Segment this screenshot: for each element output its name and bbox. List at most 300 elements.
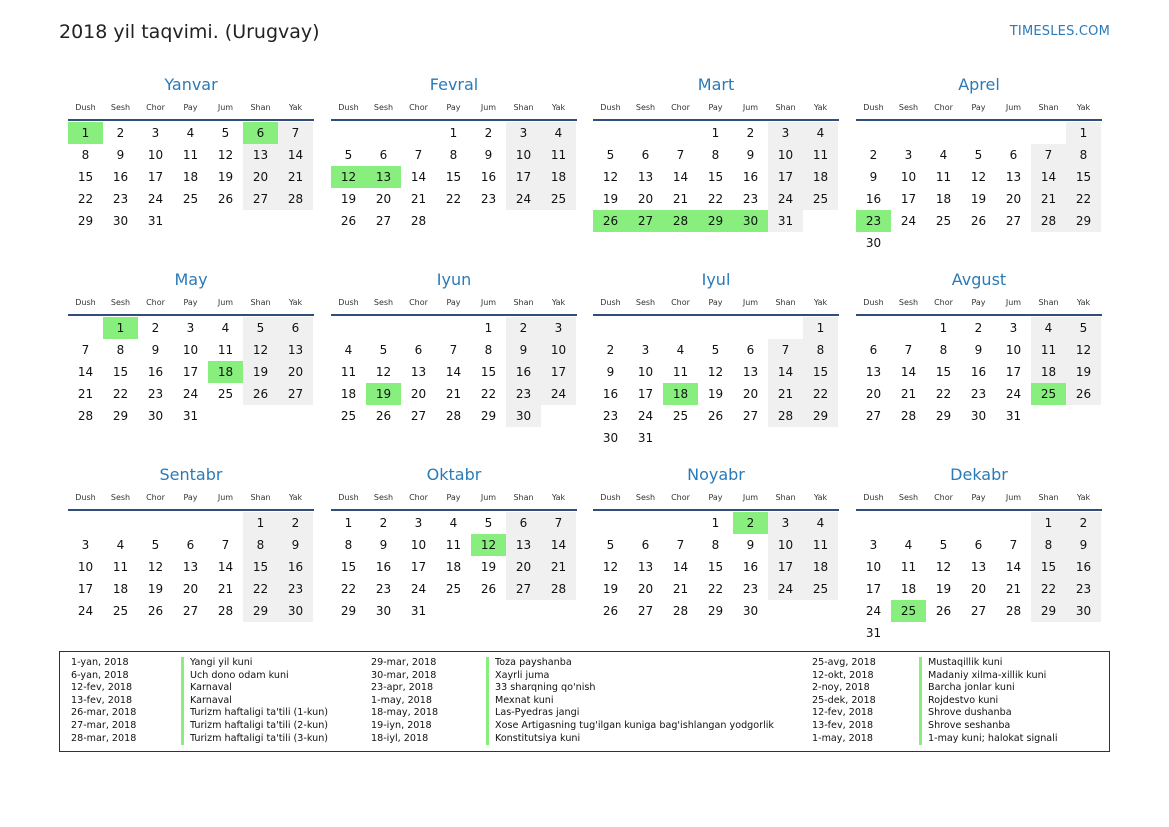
- holiday-date: 30-mar, 2018: [371, 669, 437, 681]
- empty-cell: [471, 600, 506, 622]
- month-noyabr: [593, 464, 839, 622]
- weekday-label: Dush: [863, 298, 884, 307]
- weekend-day: 13: [278, 339, 313, 361]
- weekday-label: Sesh: [898, 493, 919, 502]
- month-fevral: [331, 74, 577, 232]
- weekend-day: 10: [768, 144, 803, 166]
- day: 22: [935, 387, 952, 401]
- empty-cell: [436, 600, 471, 622]
- day: 18: [445, 560, 462, 574]
- empty-cell: [996, 512, 1031, 534]
- weekend-day: 7: [278, 122, 313, 144]
- day: 3: [81, 538, 90, 552]
- holiday-day: 19: [366, 383, 401, 405]
- day: 30: [375, 604, 392, 618]
- week-row: [593, 383, 839, 405]
- weekend-day: 29: [1066, 210, 1101, 232]
- empty-cell: [698, 317, 733, 339]
- holiday-day: 18: [208, 361, 243, 383]
- legend-item: [371, 682, 795, 695]
- day: 22: [707, 192, 724, 206]
- weekday-label: Dush: [338, 493, 359, 502]
- empty-cell: [628, 122, 663, 144]
- day: 10: [1005, 343, 1022, 357]
- empty-cell: [593, 317, 628, 339]
- holiday-name: 33 sharqning qo'nish: [486, 682, 795, 695]
- weekend-day: 29: [803, 405, 838, 427]
- empty-cell: [926, 622, 961, 644]
- day: 24: [637, 409, 654, 423]
- day: 26: [375, 409, 392, 423]
- empty-cell: [856, 317, 891, 339]
- week-row: [593, 578, 839, 600]
- empty-cell: [401, 122, 436, 144]
- weekday-label: Chor: [934, 493, 953, 502]
- day: 4: [449, 516, 458, 530]
- weekend-day: 1: [1066, 122, 1101, 144]
- weekday-label: Shan: [775, 103, 796, 112]
- day: 14: [410, 170, 427, 184]
- legend-column: [812, 657, 1113, 745]
- weekday-label: Pay: [971, 493, 986, 502]
- holiday-date: 1-may, 2018: [812, 732, 873, 744]
- month-dekabr: [856, 464, 1102, 644]
- day: 26: [707, 409, 724, 423]
- day: 3: [151, 126, 160, 140]
- day: 28: [900, 409, 917, 423]
- day: 6: [379, 148, 388, 162]
- day: 14: [1005, 560, 1022, 574]
- holiday-name: Karnaval: [181, 695, 370, 708]
- day: 13: [970, 560, 987, 574]
- weekend-day: 23: [278, 578, 313, 600]
- day: 5: [221, 126, 230, 140]
- week-row: [331, 512, 577, 534]
- empty-cell: [471, 210, 506, 232]
- month-name: Yanvar: [164, 75, 218, 94]
- weekday-header: [856, 99, 1102, 121]
- day: 12: [970, 170, 987, 184]
- weekend-day: 14: [768, 361, 803, 383]
- month-name: Dekabr: [950, 465, 1008, 484]
- weekday-label: Shan: [775, 298, 796, 307]
- weekend-day: 15: [1031, 556, 1066, 578]
- weekend-day: 25: [541, 188, 576, 210]
- day: 5: [711, 343, 720, 357]
- day: 11: [445, 538, 462, 552]
- holiday-day: 12: [331, 166, 366, 188]
- holiday-name: Turizm haftaligi ta'tili (3-kun): [181, 733, 370, 746]
- holiday-name: Shrove seshanba: [919, 720, 1113, 733]
- week-row: [593, 210, 839, 232]
- day: 1: [484, 321, 493, 335]
- holiday-day: 1: [68, 122, 103, 144]
- empty-cell: [401, 317, 436, 339]
- empty-cell: [663, 122, 698, 144]
- day: 29: [935, 409, 952, 423]
- day: 29: [340, 604, 357, 618]
- weekend-day: 18: [803, 556, 838, 578]
- day: 2: [746, 126, 755, 140]
- holiday-date: 26-mar, 2018: [71, 707, 137, 719]
- day: 31: [147, 214, 164, 228]
- holiday-date: 12-fev, 2018: [71, 682, 133, 694]
- day: 31: [182, 409, 199, 423]
- weekend-day: 9: [1066, 534, 1101, 556]
- day: 16: [970, 365, 987, 379]
- day: 7: [676, 538, 685, 552]
- weekend-day: 27: [278, 383, 313, 405]
- empty-cell: [996, 232, 1031, 254]
- empty-cell: [768, 600, 803, 622]
- weekday-label: Sesh: [635, 103, 656, 112]
- week-row: [856, 188, 1102, 210]
- empty-cell: [331, 122, 366, 144]
- weekend-day: 28: [1031, 210, 1066, 232]
- month-name: Avgust: [951, 270, 1007, 289]
- weekend-day: 6: [278, 317, 313, 339]
- weekday-label: Chor: [146, 493, 165, 502]
- week-row: [856, 556, 1102, 578]
- week-row: [68, 122, 314, 144]
- day: 26: [970, 214, 987, 228]
- weekday-header: [856, 294, 1102, 316]
- weekend-day: 4: [1031, 317, 1066, 339]
- day: 19: [602, 192, 619, 206]
- week-row: [856, 232, 1102, 254]
- holiday-date: 25-avg, 2018: [812, 657, 876, 668]
- holiday-date: 27-mar, 2018: [71, 719, 137, 731]
- day: 27: [970, 604, 987, 618]
- day: 20: [410, 387, 427, 401]
- weekday-label: Yak: [551, 493, 566, 502]
- day: 3: [869, 538, 878, 552]
- weekend-day: 19: [243, 361, 278, 383]
- week-row: [68, 166, 314, 188]
- weekday-header: [68, 294, 314, 316]
- weekend-day: 17: [506, 166, 541, 188]
- weekend-day: 4: [541, 122, 576, 144]
- legend-column: [371, 657, 795, 745]
- weekend-day: 8: [803, 339, 838, 361]
- weekend-day: 3: [541, 317, 576, 339]
- day: 9: [869, 170, 878, 184]
- week-row: [331, 556, 577, 578]
- day: 2: [379, 516, 388, 530]
- weekend-day: 9: [278, 534, 313, 556]
- day: 15: [112, 365, 129, 379]
- weekend-day: 17: [541, 361, 576, 383]
- weekday-label: Shan: [250, 298, 271, 307]
- day: 28: [410, 214, 427, 228]
- week-row: [856, 578, 1102, 600]
- holiday-name: Xose Artigasning tug'ilgan kuniga bag'ishlangan yodgorlik: [486, 720, 795, 733]
- day: 18: [112, 582, 129, 596]
- legend-item: [371, 707, 795, 720]
- empty-cell: [541, 600, 576, 622]
- week-row: [593, 361, 839, 383]
- day: 21: [445, 387, 462, 401]
- day: 20: [742, 387, 759, 401]
- day: 16: [375, 560, 392, 574]
- day: 8: [449, 148, 458, 162]
- empty-cell: [891, 122, 926, 144]
- week-row: [856, 210, 1102, 232]
- day: 28: [1005, 604, 1022, 618]
- holiday-name: Rojdestvo kuni: [919, 695, 1113, 708]
- day: 11: [182, 148, 199, 162]
- empty-cell: [331, 317, 366, 339]
- week-row: [856, 383, 1102, 405]
- week-row: [331, 188, 577, 210]
- day: 4: [939, 148, 948, 162]
- holiday-date: 19-iyn, 2018: [371, 719, 432, 731]
- holiday-name: Madaniy xilma-xillik kuni: [919, 670, 1113, 683]
- day: 8: [484, 343, 493, 357]
- week-row: [68, 210, 314, 232]
- empty-cell: [856, 512, 891, 534]
- day: 27: [1005, 214, 1022, 228]
- weekday-label: Yak: [1076, 103, 1091, 112]
- weekday-label: Chor: [671, 103, 690, 112]
- weekday-label: Pay: [708, 493, 723, 502]
- day: 17: [865, 582, 882, 596]
- day: 19: [147, 582, 164, 596]
- empty-cell: [208, 210, 243, 232]
- day: 19: [707, 387, 724, 401]
- weekday-label: Pay: [446, 298, 461, 307]
- empty-cell: [663, 317, 698, 339]
- week-row: [331, 361, 577, 383]
- weekday-label: Shan: [1038, 493, 1059, 502]
- holiday-date: 13-fev, 2018: [71, 694, 133, 706]
- week-row: [593, 405, 839, 427]
- day: 15: [707, 560, 724, 574]
- day: 25: [672, 409, 689, 423]
- day: 23: [970, 387, 987, 401]
- day: 14: [672, 170, 689, 184]
- day: 24: [865, 604, 882, 618]
- weekend-day: 27: [243, 188, 278, 210]
- empty-cell: [803, 427, 838, 449]
- weekday-label: Jum: [217, 298, 234, 307]
- month-aprel: [856, 74, 1102, 254]
- week-row: [593, 556, 839, 578]
- weekend-day: 31: [768, 210, 803, 232]
- day: 30: [970, 409, 987, 423]
- weekday-header: [593, 294, 839, 316]
- week-row: [331, 534, 577, 556]
- empty-cell: [803, 600, 838, 622]
- empty-cell: [1031, 622, 1066, 644]
- empty-cell: [541, 405, 576, 427]
- empty-cell: [733, 317, 768, 339]
- weekend-day: 16: [278, 556, 313, 578]
- holiday-name: 1-may kuni; halokat signali: [919, 733, 1113, 746]
- day: 30: [602, 431, 619, 445]
- day: 11: [217, 343, 234, 357]
- holiday-date: 2-noy, 2018: [812, 682, 870, 694]
- day: 9: [746, 148, 755, 162]
- day: 10: [865, 560, 882, 574]
- day: 12: [707, 365, 724, 379]
- month-name: Fevral: [429, 75, 479, 94]
- empty-cell: [593, 122, 628, 144]
- week-row: [856, 144, 1102, 166]
- day: 15: [707, 170, 724, 184]
- holiday-day: 23: [856, 210, 891, 232]
- weekend-day: 14: [278, 144, 313, 166]
- weekday-label: Shan: [513, 298, 534, 307]
- holiday-day: 12: [471, 534, 506, 556]
- week-row: [331, 210, 577, 232]
- month-name: Sentabr: [159, 465, 223, 484]
- weekday-label: Shan: [250, 493, 271, 502]
- weekend-day: 22: [803, 383, 838, 405]
- holiday-day: 18: [663, 383, 698, 405]
- day: 26: [217, 192, 234, 206]
- weekday-label: Yak: [551, 298, 566, 307]
- week-row: [68, 383, 314, 405]
- empty-cell: [803, 210, 838, 232]
- day: 14: [445, 365, 462, 379]
- weekend-day: 24: [506, 188, 541, 210]
- week-row: [856, 317, 1102, 339]
- legend-item: [812, 707, 1113, 720]
- week-row: [68, 600, 314, 622]
- weekend-day: 24: [768, 578, 803, 600]
- weekend-day: 25: [803, 188, 838, 210]
- weekend-day: 16: [506, 361, 541, 383]
- empty-cell: [68, 512, 103, 534]
- legend-item: [371, 657, 795, 670]
- holiday-name: Turizm haftaligi ta'tili (1-kun): [181, 707, 370, 720]
- legend-item: [371, 733, 795, 746]
- day: 11: [340, 365, 357, 379]
- week-row: [593, 600, 839, 622]
- day: 14: [672, 560, 689, 574]
- weekday-label: Yak: [813, 298, 828, 307]
- week-row: [68, 361, 314, 383]
- weekday-label: Sesh: [635, 298, 656, 307]
- day: 16: [480, 170, 497, 184]
- day: 31: [410, 604, 427, 618]
- legend-column: [71, 657, 370, 745]
- day: 21: [672, 192, 689, 206]
- day: 31: [1005, 409, 1022, 423]
- weekend-day: 29: [243, 600, 278, 622]
- brand-link[interactable]: TIMESLES.COM: [1009, 24, 1110, 39]
- weekday-label: Shan: [513, 103, 534, 112]
- day: 29: [77, 214, 94, 228]
- day: 22: [112, 387, 129, 401]
- weekend-day: 2: [278, 512, 313, 534]
- week-row: [331, 122, 577, 144]
- weekend-day: 14: [541, 534, 576, 556]
- day: 10: [410, 538, 427, 552]
- day: 7: [904, 343, 913, 357]
- day: 19: [340, 192, 357, 206]
- day: 13: [182, 560, 199, 574]
- day: 12: [602, 170, 619, 184]
- weekday-label: Chor: [409, 298, 428, 307]
- day: 2: [116, 126, 125, 140]
- weekday-label: Chor: [409, 493, 428, 502]
- month-sentabr: [68, 464, 314, 622]
- weekday-label: Chor: [409, 103, 428, 112]
- empty-cell: [208, 405, 243, 427]
- day: 17: [637, 387, 654, 401]
- empty-cell: [243, 405, 278, 427]
- holiday-name: Turizm haftaligi ta'tili (2-kun): [181, 720, 370, 733]
- day: 13: [637, 170, 654, 184]
- day: 5: [606, 148, 615, 162]
- day: 29: [112, 409, 129, 423]
- holiday-name: Uch dono odam kuni: [181, 670, 370, 683]
- weekend-day: 20: [506, 556, 541, 578]
- empty-cell: [278, 405, 313, 427]
- weekend-day: 15: [803, 361, 838, 383]
- day: 21: [410, 192, 427, 206]
- legend-item: [71, 670, 370, 683]
- day: 6: [746, 343, 755, 357]
- day: 7: [221, 538, 230, 552]
- empty-cell: [1031, 122, 1066, 144]
- weekend-day: 17: [768, 166, 803, 188]
- weekend-day: 28: [541, 578, 576, 600]
- day: 9: [116, 148, 125, 162]
- weekday-label: Pay: [183, 493, 198, 502]
- day: 21: [900, 387, 917, 401]
- day: 30: [742, 604, 759, 618]
- day: 5: [344, 148, 353, 162]
- day: 10: [147, 148, 164, 162]
- legend-item: [371, 695, 795, 708]
- weekday-label: Sesh: [373, 493, 394, 502]
- week-row: [593, 512, 839, 534]
- weekend-day: 2: [506, 317, 541, 339]
- day: 17: [182, 365, 199, 379]
- weekday-label: Dush: [338, 298, 359, 307]
- month-avgust: [856, 269, 1102, 427]
- holiday-date: 23-apr, 2018: [371, 682, 434, 694]
- weekend-day: 8: [243, 534, 278, 556]
- weekday-label: Yak: [813, 103, 828, 112]
- day: 30: [147, 409, 164, 423]
- weekend-day: 16: [1066, 556, 1101, 578]
- weekday-label: Dush: [863, 103, 884, 112]
- week-row: [331, 383, 577, 405]
- day: 2: [869, 148, 878, 162]
- day: 5: [151, 538, 160, 552]
- week-row: [68, 405, 314, 427]
- empty-cell: [1066, 622, 1101, 644]
- week-row: [593, 166, 839, 188]
- weekend-day: 13: [243, 144, 278, 166]
- day: 10: [900, 170, 917, 184]
- weekend-day: 15: [243, 556, 278, 578]
- month-name: Aprel: [958, 75, 1000, 94]
- legend-item: [812, 670, 1113, 683]
- empty-cell: [436, 317, 471, 339]
- day: 27: [742, 409, 759, 423]
- weekend-day: 29: [1031, 600, 1066, 622]
- weekend-day: 7: [1031, 144, 1066, 166]
- weekday-label: Jum: [1005, 103, 1022, 112]
- day: 28: [77, 409, 94, 423]
- empty-cell: [628, 317, 663, 339]
- day: 12: [935, 560, 952, 574]
